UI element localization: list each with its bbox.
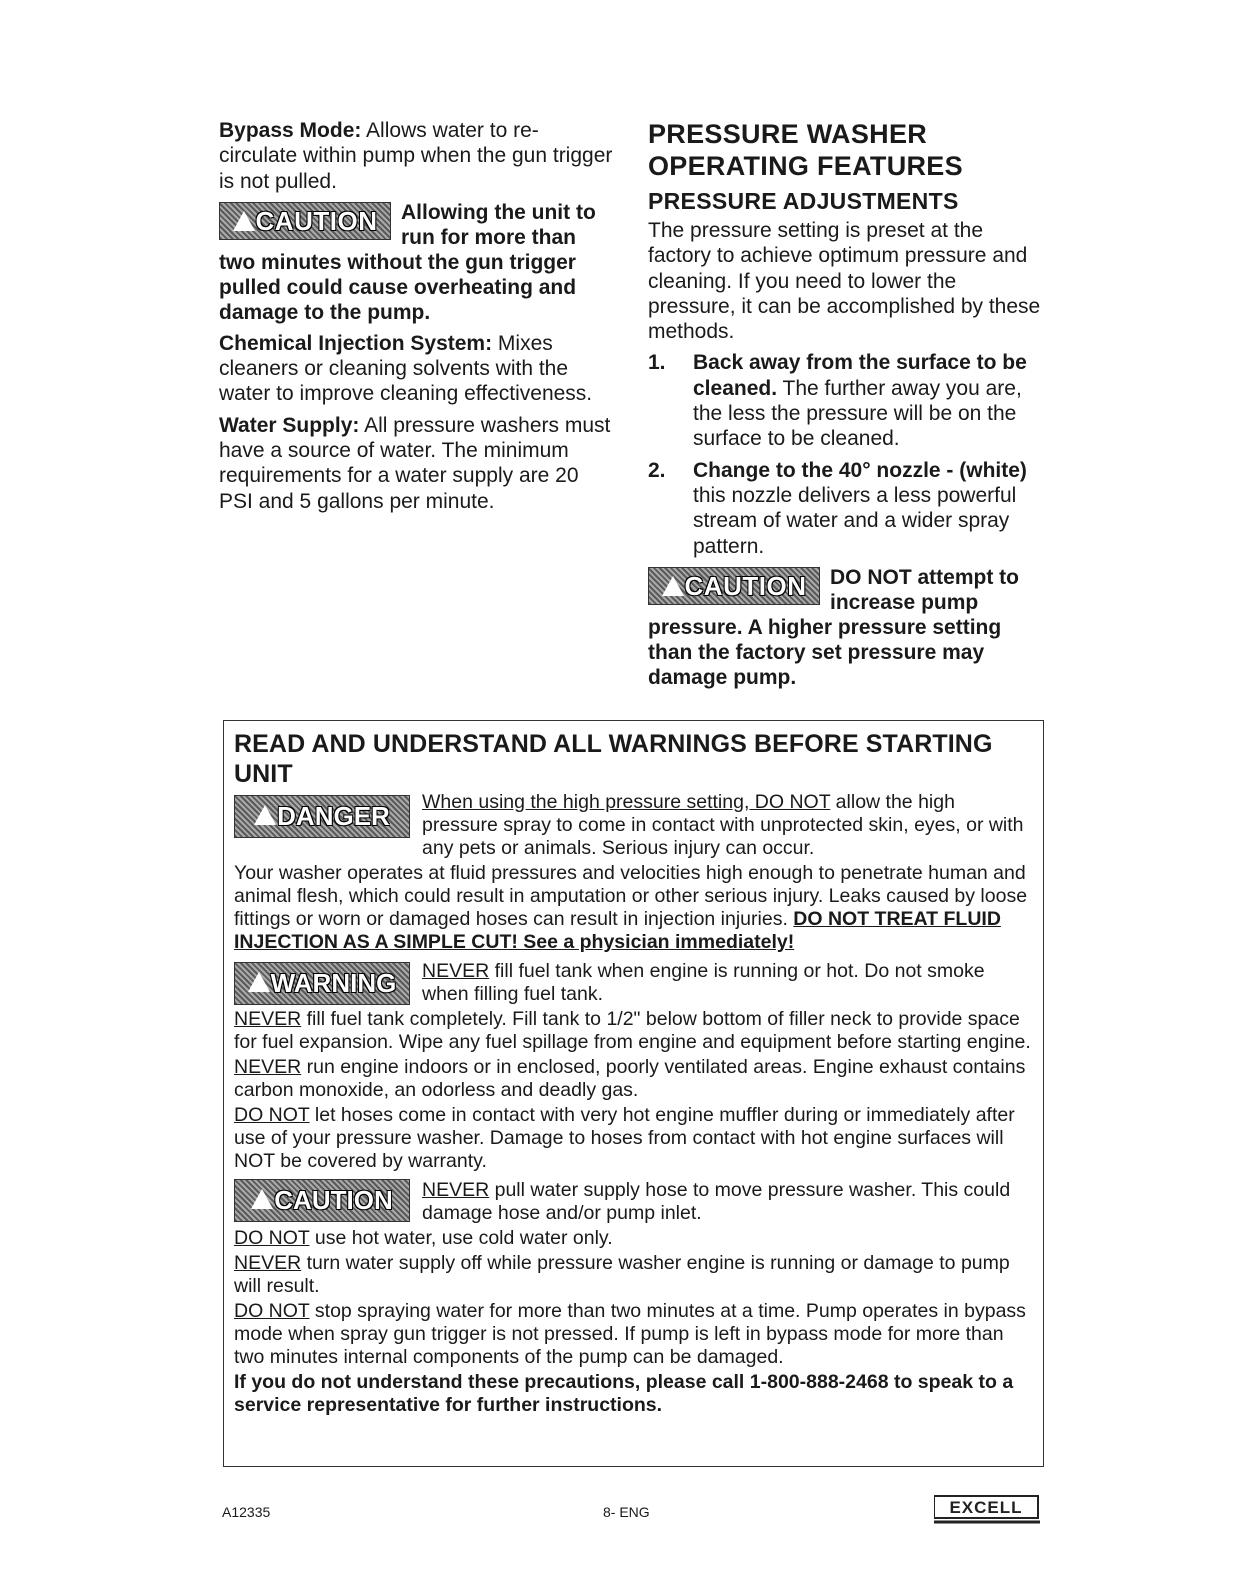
list-item: 2. Change to the 40° nozzle - (white) this nozzle delivers a less powerful stream of water and a wider spray pattern. [648, 458, 1027, 558]
bypass-spray-paragraph: DO NOT stop spraying water for more than two minutes at a time. Pump operates in bypass mode when spray gun trigger is not pressed. If pump is left in bypass mode for more than two minutes internal components of the pump can be damaged. [234, 1300, 1026, 1368]
warning-triangle-icon [251, 1189, 273, 1209]
chemical-injection-text: Mixes cleaners or cleaning solvents with the water to improve cleaning effectiveness. [219, 331, 593, 406]
warnings-box-title: READ AND UNDERSTAND ALL WARNINGS BEFORE STARTING UNIT [234, 730, 993, 788]
left-column [219, 118, 614, 520]
caution-badge: CAUTION [234, 1179, 410, 1222]
danger-paragraph: When using the high pressure setting, DO NOT allow the high pressure spray to come in contact with unprotected skin, eyes, or with any pets or animals. Serious injury can occur. [422, 791, 1024, 859]
warning-triangle-icon [662, 576, 684, 596]
warning-badge: WARNING [234, 962, 410, 1005]
chemical-injection-label: Chemical Injection System: [219, 331, 493, 355]
muffler-paragraph: DO NOT let hoses come in contact with very hot engine muffler during or immediately after use of your pressure washer. Damage to hoses from contact with hot engine surfaces will NOT be covered by warranty. [234, 1104, 1015, 1172]
water-supply-label: Water Supply: [219, 413, 360, 437]
warning-triangle-icon [254, 805, 276, 825]
closing-paragraph: If you do not understand these precautions, please call 1-800-888-2468 to speak to a service representative for further instructions. [234, 1371, 1014, 1416]
warning-triangle-icon [248, 972, 270, 992]
water-supply-text: All pressure washers must have a source of water. The minimum requirements for a water supply are 20 PSI and 5 gallons per minute. [219, 413, 611, 513]
water-supply-off-paragraph: NEVER turn water supply off while pressure washer engine is running or damage to pump will result. [234, 1252, 1010, 1297]
warning-triangle-icon [233, 211, 255, 231]
steps-list [648, 350, 1043, 558]
bypass-caution-text: Allowing the unit to run for more than two minutes without the gun trigger pulled could cause overheating and damage to the pump. [219, 200, 596, 324]
bypass-mode-text: Allows water to re-circulate within pump when the gun trigger is not pulled. [219, 119, 613, 193]
pressure-intro: The pressure setting is preset at the factory to achieve optimum pressure and cleaning. If you need to lower the pressure, it can be accomplished by these methods. [648, 219, 1041, 344]
bypass-mode-label: Bypass Mode: [219, 119, 362, 142]
indoors-paragraph: NEVER run engine indoors or in enclosed, poorly ventilated areas. Engine exhaust contains carbon monoxide, an odorless and deadly gas. [234, 1056, 1026, 1101]
svg-text:EXCELL: EXCELL [949, 1498, 1023, 1517]
chemical-injection-paragraph [219, 331, 614, 407]
fuel-paragraph: NEVER fill fuel tank completely. Fill tank to 1/2" below bottom of filler neck to provide space for fuel expansion. Wipe any fuel spillage from engine and equipment before starting engine. [234, 1008, 1031, 1053]
pressure-caution-text: DO NOT attempt to increase pump pressure. A higher pressure setting than the factory set pressure may damage pump. [648, 565, 1019, 689]
pressure-caution [648, 565, 1043, 690]
hose-caution-paragraph: NEVER pull water supply hose to move pressure washer. This could damage hose and/or pump inlet. [422, 1179, 1011, 1224]
hot-water-paragraph: DO NOT use hot water, use cold water only. [234, 1227, 613, 1249]
caution-badge: CAUTION [219, 202, 391, 240]
warnings-box [223, 720, 1044, 1467]
section-heading-line2: OPERATING FEATURES [648, 151, 963, 181]
excell-logo [934, 1492, 1040, 1526]
document-id: A12335 [222, 1504, 271, 1520]
warning-paragraph: NEVER fill fuel tank when engine is running or hot. Do not smoke when filling fuel tank. [422, 960, 985, 1005]
injection-paragraph: Your washer operates at fluid pressures and velocities high enough to penetrate human and animal flesh, which could result in amputation or other serious injury. Leaks caused by loose fittings or worn or damaged hoses can result in injection injuries. DO NOT TREAT FLUID INJECTION AS A SIMPLE CUT! See a physician immediately! [234, 862, 1028, 953]
bypass-caution [219, 200, 614, 325]
page-number: 8- ENG [603, 1504, 650, 1520]
subheading: PRESSURE ADJUSTMENTS [648, 188, 959, 214]
bypass-mode-paragraph [219, 118, 614, 194]
caution-badge: CAUTION [648, 567, 820, 605]
right-column [648, 118, 1043, 696]
danger-badge: DANGER [234, 795, 410, 838]
section-heading-line1: PRESSURE WASHER [648, 119, 928, 149]
water-supply-paragraph [219, 413, 614, 514]
list-item: 1. Back away from the surface to be cleaned. The further away you are, the less the pressure will be on the surface to be cleaned. [648, 351, 1027, 451]
